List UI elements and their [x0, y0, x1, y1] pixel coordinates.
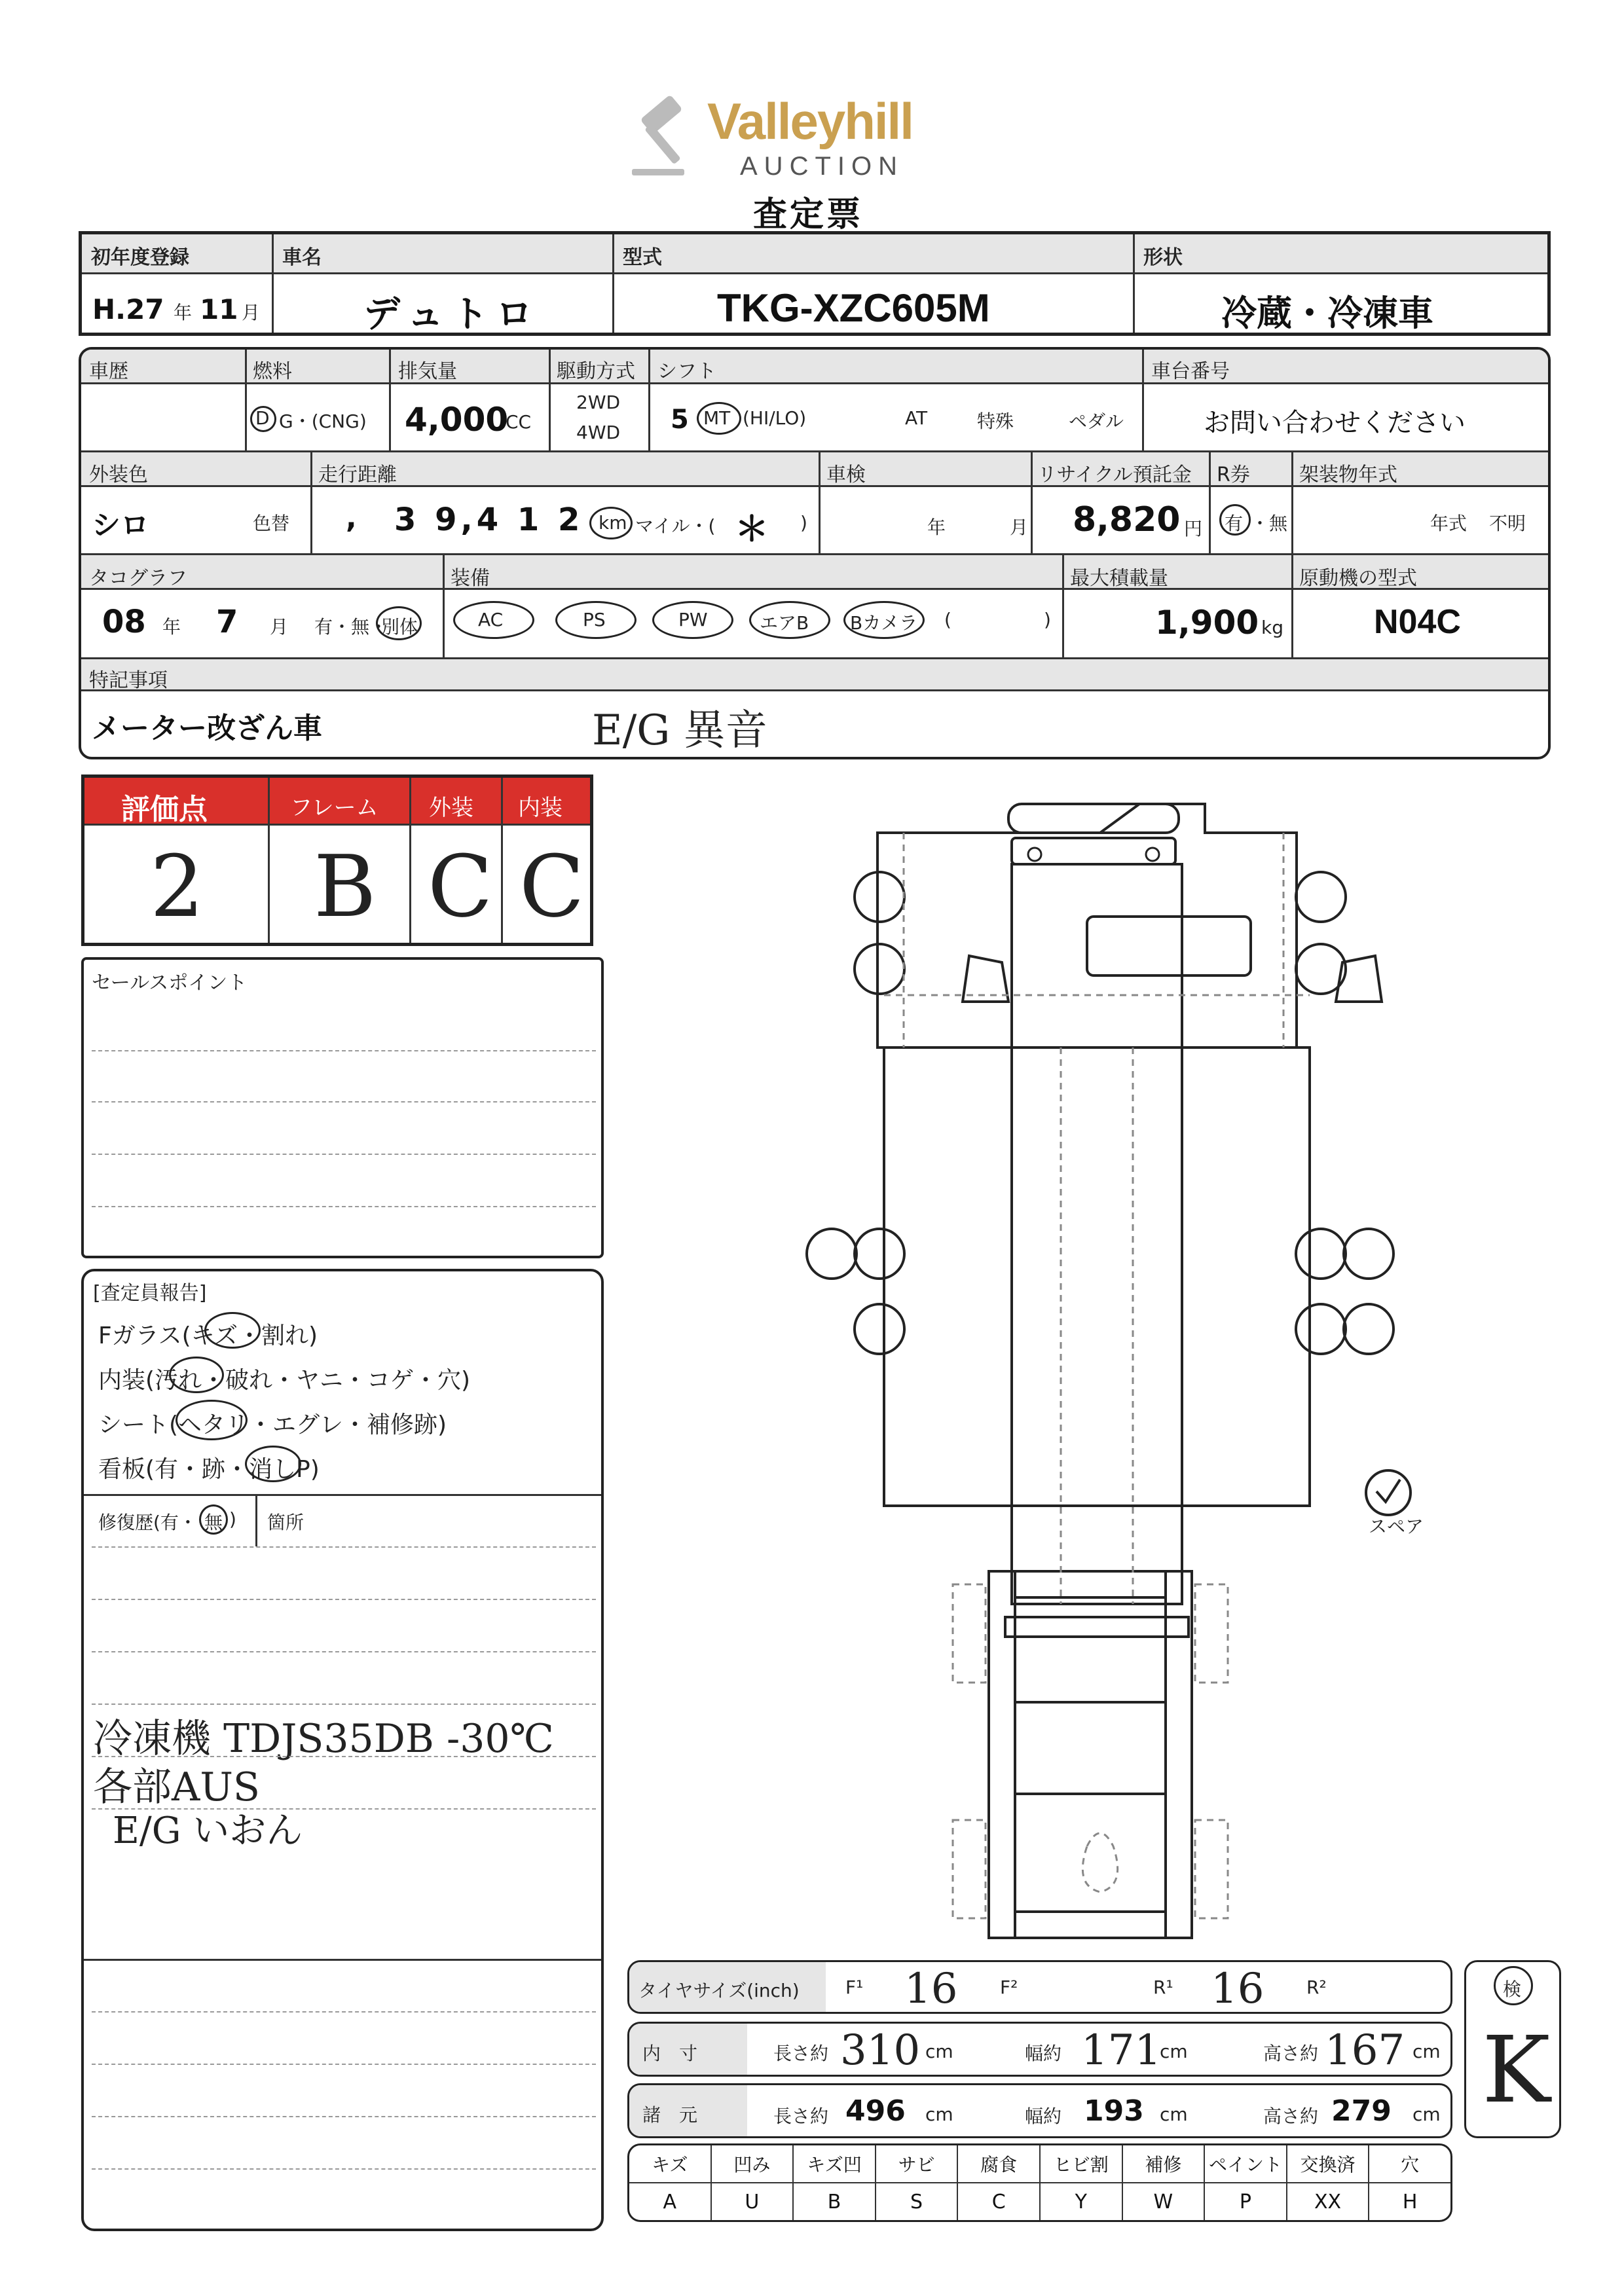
mileage-label: 走行距離: [318, 464, 397, 486]
legend-code: Y: [1075, 2190, 1087, 2214]
inner-width: 171: [1081, 2026, 1162, 2075]
equipment-label: 装備: [451, 567, 490, 590]
legend-name: ヒビ割: [1041, 2145, 1122, 2183]
inner-label: 内 寸: [642, 2043, 698, 2064]
spec-length-unit: cm: [925, 2104, 953, 2125]
inner-length: 310: [840, 2026, 921, 2075]
report-handwritten-2: 各部AUS: [93, 1764, 260, 1810]
ken-value: K: [1482, 2017, 1551, 2124]
ken-label: 検: [1503, 1978, 1522, 2000]
model: TKG-XZC605M: [717, 286, 990, 330]
legend-cell: [629, 2145, 710, 2220]
spec-height-label: 高さ約: [1263, 2105, 1319, 2127]
inner-width-unit: cm: [1160, 2041, 1188, 2062]
drive-2wd: 2WD: [576, 392, 621, 413]
drive-4wd: 4WD: [576, 422, 621, 443]
first-reg-label: 初年度登録: [91, 246, 189, 269]
inner-height-unit: cm: [1412, 2041, 1441, 2062]
inner-height-label: 高さ約: [1263, 2043, 1319, 2064]
legend-code: H: [1402, 2190, 1418, 2214]
legend-name: キズ: [629, 2145, 710, 2183]
report-box: [81, 1269, 604, 2231]
recycle-label: リサイクル預託金: [1037, 464, 1192, 486]
displacement-label: 排気量: [398, 360, 457, 383]
inspection-label: 車検: [826, 464, 866, 486]
chassis-number: お問い合わせください: [1204, 408, 1466, 438]
legend-name: 凹み: [712, 2145, 793, 2183]
recycle-fee: 8,820: [1073, 500, 1181, 539]
ken-box: [1464, 1960, 1561, 2138]
tire-box: [627, 1960, 1452, 2014]
notes-label: 特記事項: [89, 669, 168, 692]
tire-r1-label: R¹: [1153, 1977, 1173, 1998]
sales-points-box: [81, 957, 604, 1258]
mileage-km: km: [599, 512, 627, 534]
displacement: 4,000: [405, 401, 509, 439]
equip-pw: PW: [678, 609, 708, 630]
inner-length-unit: cm: [925, 2041, 953, 2062]
legend-cell: [792, 2145, 875, 2220]
shape-label: 形状: [1143, 246, 1183, 269]
spec-length: 496: [845, 2094, 906, 2128]
mileage-close: ): [800, 512, 807, 534]
shift-special: 特殊: [977, 410, 1014, 432]
spec-height: 279: [1331, 2094, 1392, 2128]
spec-label: 諸 元: [642, 2104, 698, 2126]
header-row: [79, 231, 1551, 336]
month-unit: 月: [242, 302, 261, 323]
tachograph-separate: 別体: [381, 616, 418, 638]
tire-f1: 16: [904, 1965, 958, 2013]
max-load-unit: kg: [1261, 617, 1283, 638]
legend-code: A: [663, 2190, 677, 2214]
engine-model: N04C: [1374, 603, 1461, 641]
history-label: 車歴: [89, 360, 128, 383]
legend-code: U: [745, 2190, 760, 2214]
logo: [629, 92, 969, 190]
recycle-unit: 円: [1184, 518, 1203, 539]
mileage-comma: ,: [346, 501, 357, 535]
body-year-unknown: 不明: [1489, 513, 1526, 534]
legend-name: サビ: [876, 2145, 957, 2183]
chassis-label: 車台番号: [1151, 360, 1230, 383]
tachograph-year-unit: 年: [162, 616, 181, 638]
gavel-icon: [629, 92, 707, 183]
legend-cell: [1122, 2145, 1204, 2220]
equip-extra-close: ): [1044, 609, 1051, 630]
repair-close: ): [229, 1508, 236, 1530]
spec-height-unit: cm: [1412, 2104, 1441, 2125]
equip-camera: Bカメラ: [850, 612, 918, 634]
legend-code: B: [827, 2190, 841, 2214]
first-reg-month: 11: [200, 293, 238, 325]
inspection-month: 月: [1010, 517, 1029, 538]
body-year-label: 架装物年式: [1299, 464, 1397, 486]
r-yes: 有: [1225, 513, 1244, 534]
spec-width: 193: [1084, 2094, 1144, 2128]
tire-r2-label: R²: [1306, 1977, 1327, 1998]
tachograph-year: 08: [102, 604, 146, 640]
body-year: 年式: [1430, 513, 1467, 534]
grade-frame-header: フレーム: [290, 795, 378, 821]
info-box: [79, 347, 1551, 759]
report-handwritten-3: E/G いおん: [113, 1810, 303, 1852]
grades-table: [81, 774, 593, 946]
model-label: 型式: [623, 246, 662, 269]
shift-hilo: (HI/LO): [743, 407, 807, 429]
inner-dims-box: [627, 2022, 1452, 2077]
legend-cell: [1368, 2145, 1450, 2220]
tire-f2-label: F²: [1000, 1977, 1018, 1998]
equip-ac: AC: [478, 609, 504, 630]
grade-interior: C: [519, 837, 585, 936]
tachograph-options: 有・無・: [314, 616, 388, 638]
damage-legend: [627, 2143, 1452, 2222]
grade-score-header: 評価点: [121, 793, 208, 826]
equip-airbag: エアB: [760, 612, 809, 634]
inner-length-label: 長さ約: [773, 2043, 829, 2064]
r-no: ・無: [1251, 513, 1288, 534]
legend-name: 補修: [1123, 2145, 1204, 2183]
grade-interior-header: 内装: [518, 795, 563, 821]
tire-label: タイヤサイズ(inch): [638, 1980, 800, 2001]
inspection-year: 年: [927, 517, 946, 538]
fuel-d: D: [255, 407, 270, 429]
notes-printed: メーター改ざん車: [92, 712, 322, 745]
spare-circle: [1366, 1470, 1411, 1515]
shift-at: AT: [905, 407, 928, 429]
mileage-mile: マイル・(: [635, 515, 716, 537]
fuel-rest: G・(CNG): [279, 410, 367, 432]
first-reg-era: H.27: [92, 293, 164, 325]
shift-pedal: ペダル: [1069, 410, 1124, 432]
max-load: 1,900: [1155, 604, 1259, 642]
interior-dirt-circle: [169, 1357, 224, 1393]
equip-extra-open: (: [944, 609, 951, 630]
max-load-label: 最大積載量: [1070, 567, 1168, 590]
color: シロ: [92, 509, 149, 542]
sales-points-label: セールスポイント: [92, 972, 248, 994]
legend-name: 交換済: [1287, 2145, 1369, 2183]
repair-location-label: 箇所: [267, 1512, 304, 1533]
report-label: [査定員報告]: [93, 1282, 207, 1305]
legend-code: C: [991, 2190, 1006, 2214]
shape: 冷蔵・冷凍車: [1221, 293, 1433, 334]
spec-length-label: 長さ約: [773, 2105, 829, 2127]
grade-exterior-header: 外装: [429, 795, 473, 821]
notes-handwritten: E/G 異音: [592, 706, 767, 755]
repair-label: 修復歴(有・: [98, 1512, 197, 1533]
mileage-star: ＊: [735, 510, 769, 549]
legend-cell: [710, 2145, 793, 2220]
shift-label: シフト: [657, 360, 716, 383]
equip-ps: PS: [583, 609, 606, 630]
legend-cell: [875, 2145, 957, 2220]
shift-number: 5: [671, 405, 689, 435]
legend-cell: [1039, 2145, 1122, 2220]
tachograph-month: 7: [216, 604, 238, 640]
grade-exterior: C: [428, 837, 493, 936]
report-handwritten-1: 冷凍機 TDJS35DB -30℃: [93, 1716, 554, 1762]
color-label: 外装色: [89, 464, 148, 486]
r-ticket-label: R券: [1217, 464, 1250, 486]
report-line-glass: Fガラス(キズ・割れ): [98, 1322, 318, 1349]
brand-sub: AUCTION: [740, 152, 904, 181]
report-line-seat: シート(ヘタリ・エグレ・補修跡): [98, 1412, 447, 1438]
spec-dims-box: [627, 2083, 1452, 2138]
legend-code: P: [1239, 2190, 1251, 2214]
spec-width-label: 幅約: [1025, 2105, 1062, 2127]
car-name-label: 車名: [282, 246, 322, 269]
legend-name: キズ凹: [794, 2145, 875, 2183]
grade-score: 2: [150, 837, 204, 936]
legend-code: XX: [1314, 2190, 1342, 2214]
car-name: デュトロ: [363, 293, 541, 336]
doc-title: 査定票: [753, 195, 864, 234]
legend-cell: [1204, 2145, 1286, 2220]
brand-name: Valleyhill: [707, 92, 913, 150]
mileage: 3 9,4 1 2: [394, 501, 584, 538]
shift-mt: MT: [703, 407, 731, 429]
report-line-interior: 内装(汚れ・破れ・ヤニ・コゲ・穴): [98, 1367, 471, 1394]
inner-width-label: 幅約: [1025, 2043, 1062, 2064]
truck-diagram: [786, 799, 1441, 1951]
report-line-sign: 看板(有・跡・消しP): [98, 1456, 320, 1483]
legend-code: W: [1153, 2190, 1173, 2214]
color-change: 色替: [253, 513, 290, 534]
inner-height: 167: [1325, 2026, 1405, 2075]
tachograph-month-unit: 月: [270, 616, 289, 638]
glass-scratch-circle: [204, 1312, 261, 1349]
legend-cell: [957, 2145, 1039, 2220]
engine-model-label: 原動機の型式: [1299, 567, 1417, 590]
legend-name: ペイント: [1205, 2145, 1286, 2183]
drive-label: 駆動方式: [557, 360, 635, 383]
spec-width-unit: cm: [1160, 2104, 1188, 2125]
legend-name: 穴: [1369, 2145, 1450, 2183]
tire-f1-label: F¹: [845, 1977, 864, 1998]
year-unit: 年: [174, 302, 193, 323]
seat-sag-circle: [175, 1400, 248, 1440]
grade-frame: B: [314, 837, 377, 936]
legend-cell: [1286, 2145, 1369, 2220]
displacement-unit: CC: [506, 411, 532, 433]
legend-name: 腐食: [958, 2145, 1039, 2183]
spare-label: スペア: [1369, 1516, 1424, 1537]
fuel-label: 燃料: [253, 360, 292, 383]
tachograph-label: タコグラフ: [89, 567, 187, 590]
repair-none: 無: [204, 1512, 223, 1533]
cab-top: [1008, 804, 1179, 833]
legend-code: S: [910, 2190, 923, 2214]
tire-r1: 16: [1211, 1965, 1264, 2013]
sign-erased-circle: [245, 1446, 301, 1482]
